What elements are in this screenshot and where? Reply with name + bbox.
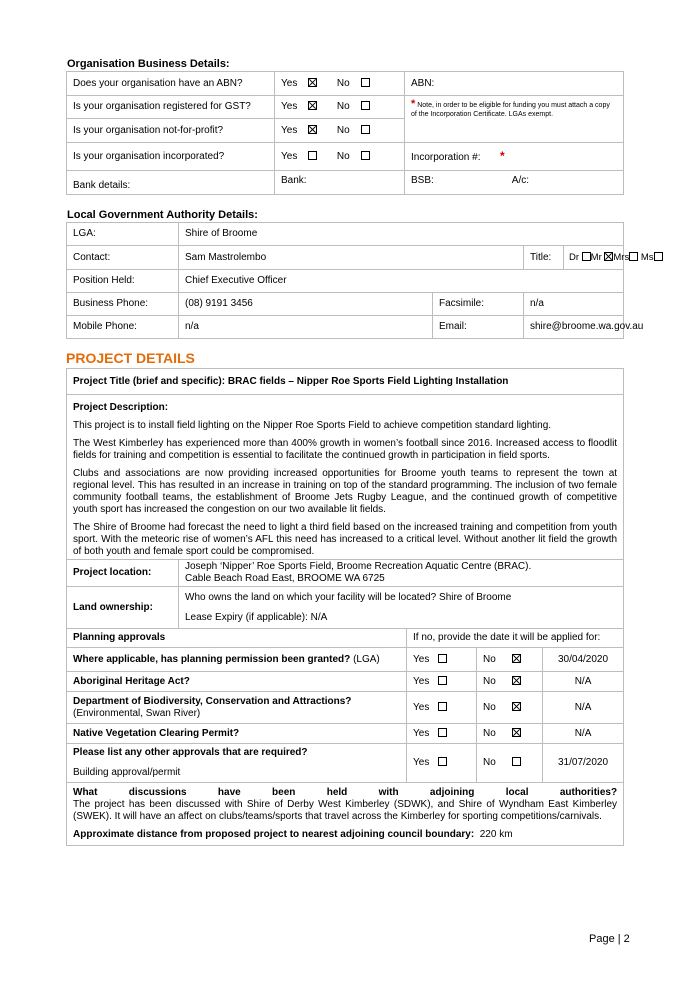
approval-heritage-no: No <box>477 672 543 692</box>
lga-table <box>66 222 654 339</box>
page-number: Page | 2 <box>589 933 630 945</box>
title-label: Title: <box>524 246 564 270</box>
land-ownership-value: Who owns the land on which your facility will be located? Shire of Broome Lease Expiry (if applicable): N/A <box>179 587 624 629</box>
bank-details-label: Bank details: <box>67 171 275 195</box>
other-no-checkbox[interactable] <box>512 757 521 766</box>
vegetation-no-checkbox[interactable] <box>512 728 521 737</box>
email-value: shire@broome.wa.gov.au <box>524 316 624 339</box>
nfp-question: Is your organisation not-for-profit? <box>67 119 275 143</box>
description-paragraph: Clubs and associations are now providing increased opportunities for Broome youth teams to represent the town at regional level. This has resulted in an increase in training on top of the standard programming. The inclusion of two female community football teams, the establishment of Broome Jets Rugby League, and the continued growth of competitive youth sport has increased the congestion on our two available lit fields. <box>73 468 618 515</box>
approval-vegetation-no: No <box>477 724 543 744</box>
project-heading: PROJECT DETAILS <box>66 350 195 366</box>
planning-no-checkbox[interactable] <box>512 654 521 663</box>
approval-other-question: Please list any other approvals that are required? Building approval/permit <box>67 744 407 783</box>
planning-yes-checkbox[interactable] <box>438 654 447 663</box>
title-mrs-checkbox[interactable] <box>629 252 638 261</box>
fax-label: Facsimile: <box>433 293 524 316</box>
fax-value: n/a <box>524 293 624 316</box>
title-options: Dr Mr Mrs Ms <box>564 246 624 270</box>
org-heading: Organisation Business Details: <box>67 58 230 70</box>
approval-dbca-no: No <box>477 692 543 724</box>
gst-yesno: Yes No <box>275 96 405 119</box>
vegetation-yes-checkbox[interactable] <box>438 728 447 737</box>
approval-planning-no: No <box>477 648 543 672</box>
planning-approvals-label: Planning approvals <box>67 629 407 648</box>
abn-question: Does your organisation have an ABN? <box>67 72 275 96</box>
gst-question: Is your organisation registered for GST? <box>67 96 275 119</box>
dbca-yes-checkbox[interactable] <box>438 702 447 711</box>
abn-yes-checkbox[interactable] <box>308 78 317 87</box>
other-yes-checkbox[interactable] <box>438 757 447 766</box>
bsb-acc-field[interactable]: BSB: A/c: <box>405 171 624 195</box>
approval-dbca-question: Department of Biodiversity, Conservation and Attractions? (Environmental, Swan River) <box>67 692 407 724</box>
if-no-label: If no, provide the date it will be applied for: <box>407 629 624 648</box>
approval-planning-question: Where applicable, has planning permission been granted? (LGA) <box>67 648 407 672</box>
approval-dbca-yes: Yes <box>407 692 477 724</box>
incorporation-note: * Note, in order to be eligible for funding you must attach a copy of the Incorporation Certificate. LGAs exempt. <box>405 96 624 143</box>
project-description <box>67 395 624 560</box>
nfp-yesno: Yes No <box>275 119 405 143</box>
nfp-no-checkbox[interactable] <box>361 125 370 134</box>
business-phone-label: Business Phone: <box>67 293 179 316</box>
lga-value: Shire of Broome <box>179 223 624 246</box>
title-ms-checkbox[interactable] <box>654 252 663 261</box>
approval-other-date: 31/07/2020 <box>543 744 624 783</box>
approval-planning-date: 30/04/2020 <box>543 648 624 672</box>
gst-yes-checkbox[interactable] <box>308 101 317 110</box>
org-table <box>66 71 624 195</box>
lga-heading: Local Government Authority Details: <box>67 209 258 221</box>
bank-field[interactable]: Bank: <box>275 171 405 195</box>
heritage-no-checkbox[interactable] <box>512 676 521 685</box>
approval-vegetation-date: N/A <box>543 724 624 744</box>
location-value: Joseph ‘Nipper’ Roe Sports Field, Broome Recreation Aquatic Centre (BRAC). Cable Beach Road East, BROOME WA 6725 <box>179 560 624 587</box>
incorporated-yes-checkbox[interactable] <box>308 151 317 160</box>
description-paragraph: The West Kimberley has experienced more than 400% growth in women’s football since 2016. Increased access to floodlit fields for training and competition is essential to facilitate the continued growth in participation in field sports. <box>73 438 618 461</box>
project-table <box>66 368 624 846</box>
abn-yesno: Yes No <box>275 72 405 96</box>
approval-planning-yes: Yes <box>407 648 477 672</box>
email-label: Email: <box>433 316 524 339</box>
discussions-answer: The project has been discussed with Shire of Derby West Kimberley (SDWK), and Shire of Wyndham East Kimberley (SWEK). It will have an affect on clubs/teams/sports that travel across the Kimberley for sporting competitions/carnivals. <box>73 799 618 822</box>
approval-vegetation-question: Native Vegetation Clearing Permit? <box>67 724 407 744</box>
mobile-phone-value: n/a <box>179 316 433 339</box>
approval-heritage-question: Aboriginal Heritage Act? <box>67 672 407 692</box>
distance: Approximate distance from proposed project to nearest adjoining council boundary: 220 km <box>73 829 513 840</box>
description-paragraph: The Shire of Broome had forecast the need to light a third field based on the increased training and competition from youth sport. With the meteoric rise of women’s AFL this need has increased to a critical level. Without another lit field the growth of both youth and female sport could be compromised. <box>73 522 618 557</box>
gst-no-checkbox[interactable] <box>361 101 370 110</box>
incorporation-number-field[interactable]: Incorporation #: * <box>405 143 624 171</box>
approval-other-no: No <box>477 744 543 783</box>
lga-label: LGA: <box>67 223 179 246</box>
discussions <box>67 783 624 846</box>
incorporated-no-checkbox[interactable] <box>361 151 370 160</box>
approval-dbca-date: N/A <box>543 692 624 724</box>
approval-heritage-yes: Yes <box>407 672 477 692</box>
mobile-phone-label: Mobile Phone: <box>67 316 179 339</box>
title-mr-checkbox[interactable] <box>604 252 613 261</box>
position-label: Position Held: <box>67 270 179 293</box>
description-paragraph: This project is to install field lighting on the Nipper Roe Sports Field to achieve competition standard lighting. <box>73 420 552 431</box>
approval-heritage-date: N/A <box>543 672 624 692</box>
discussions-question: What discussions have been held with adjoining local authorities? <box>73 787 618 798</box>
abn-field[interactable]: ABN: <box>405 72 624 96</box>
business-phone-value: (08) 9191 3456 <box>179 293 433 316</box>
approval-other-yes: Yes <box>407 744 477 783</box>
heritage-yes-checkbox[interactable] <box>438 676 447 685</box>
incorporated-yesno: Yes No <box>275 143 405 171</box>
contact-value: Sam Mastrolembo <box>179 246 524 270</box>
location-label: Project location: <box>67 560 179 587</box>
contact-label: Contact: <box>67 246 179 270</box>
land-ownership-label: Land ownership: <box>67 587 179 629</box>
description-label: Project Description: <box>73 402 169 413</box>
incorporated-question: Is your organisation incorporated? <box>67 143 275 171</box>
title-dr-checkbox[interactable] <box>582 252 591 261</box>
approval-vegetation-yes: Yes <box>407 724 477 744</box>
nfp-yes-checkbox[interactable] <box>308 125 317 134</box>
abn-no-checkbox[interactable] <box>361 78 370 87</box>
position-value: Chief Executive Officer <box>179 270 624 293</box>
project-title: Project Title (brief and specific): BRAC fields – Nipper Roe Sports Field Lighting Installation <box>67 369 624 395</box>
dbca-no-checkbox[interactable] <box>512 702 521 711</box>
